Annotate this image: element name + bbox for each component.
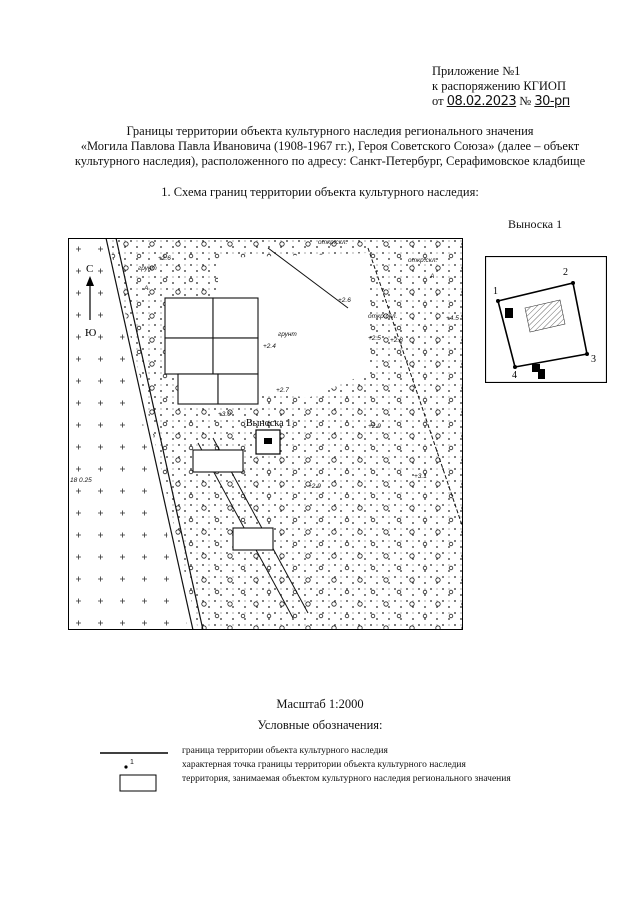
grave-marker [264,438,272,444]
number-prefix: № [519,94,532,108]
north-label: С [86,263,94,275]
point-label-1: 1 [493,286,498,297]
label-grunt: грунт [138,265,157,272]
south-label: Ю [85,327,97,339]
elevation-mark: +3.1 [414,473,427,480]
callout-label: Выноска 1 [508,217,563,231]
point-label-4: 4 [512,370,517,381]
legend-title: Условные обозначения: [257,718,383,732]
grave-marker [505,308,513,318]
label-grunt: грунт [278,331,297,338]
elevation-mark: +3.0 [218,411,231,418]
title-line-1: Границы территории объекта культурного наследия регионального значения [126,124,534,138]
label-open-storage: откр.скл. [368,313,398,320]
title-line-3: культурного наследия), расположенного по адресу: Санкт-Петербург, Серафимовское кладбище [74,154,586,168]
callout-inset [485,256,607,383]
elevation-mark: +4.5 [446,315,459,322]
appendix-line-2: к распоряжению КГИОП [432,79,566,93]
legend-text: характерная точка границы территории объекта культурного наследия [182,760,466,770]
map-callout-label: Выноска 1 [246,418,292,429]
edge-mark: 18 0.25 [70,477,92,484]
map-scale: Масштаб 1:2000 [276,697,364,711]
label-a: А [144,285,149,292]
legend-text: граница территории объекта культурного наследия [182,746,388,756]
elevation-mark: +2.4 [263,343,276,350]
label-open-storage: откр.скл. [318,239,348,246]
date-prefix: от [432,94,444,108]
elevation-mark: +2.9 [308,483,321,490]
elevation-mark: +2.5 [368,335,381,342]
legend-text: территория, занимаемая объектом культурного наследия регионального значения [182,774,511,784]
order-date: 08.02.2023 [446,94,517,109]
site-map [68,238,463,630]
document-title [40,124,620,169]
title-line-2: «Могила Павлова Павла Ивановича (1908-1967 гг.), Героя Советского Союза» (далее – объект [80,139,580,153]
legend-row-territory [100,773,600,789]
point-label-2: 2 [563,267,568,278]
elevation-mark: +2.6 [338,297,351,304]
appendix-header [432,64,582,109]
appendix-line-1: Приложение №1 [432,64,521,78]
appendix-date-line [432,94,582,109]
elevation-mark: +2.8 [390,337,403,344]
grave-marker [538,369,545,379]
territory-box-symbol [100,773,168,793]
elevation-mark: +2.6 [158,255,171,262]
point-label-3: 3 [591,354,596,365]
elevation-mark: +2.7 [276,387,289,394]
label-a: А [430,273,435,280]
order-number: 30-рп [534,94,570,109]
section-heading: 1. Схема границ территории объекта культурного наследия: [161,185,479,199]
elevation-mark: +2.9 [368,423,381,430]
legend-point-label: 1 [130,759,134,766]
label-open-storage: откр.скл. [408,257,438,264]
